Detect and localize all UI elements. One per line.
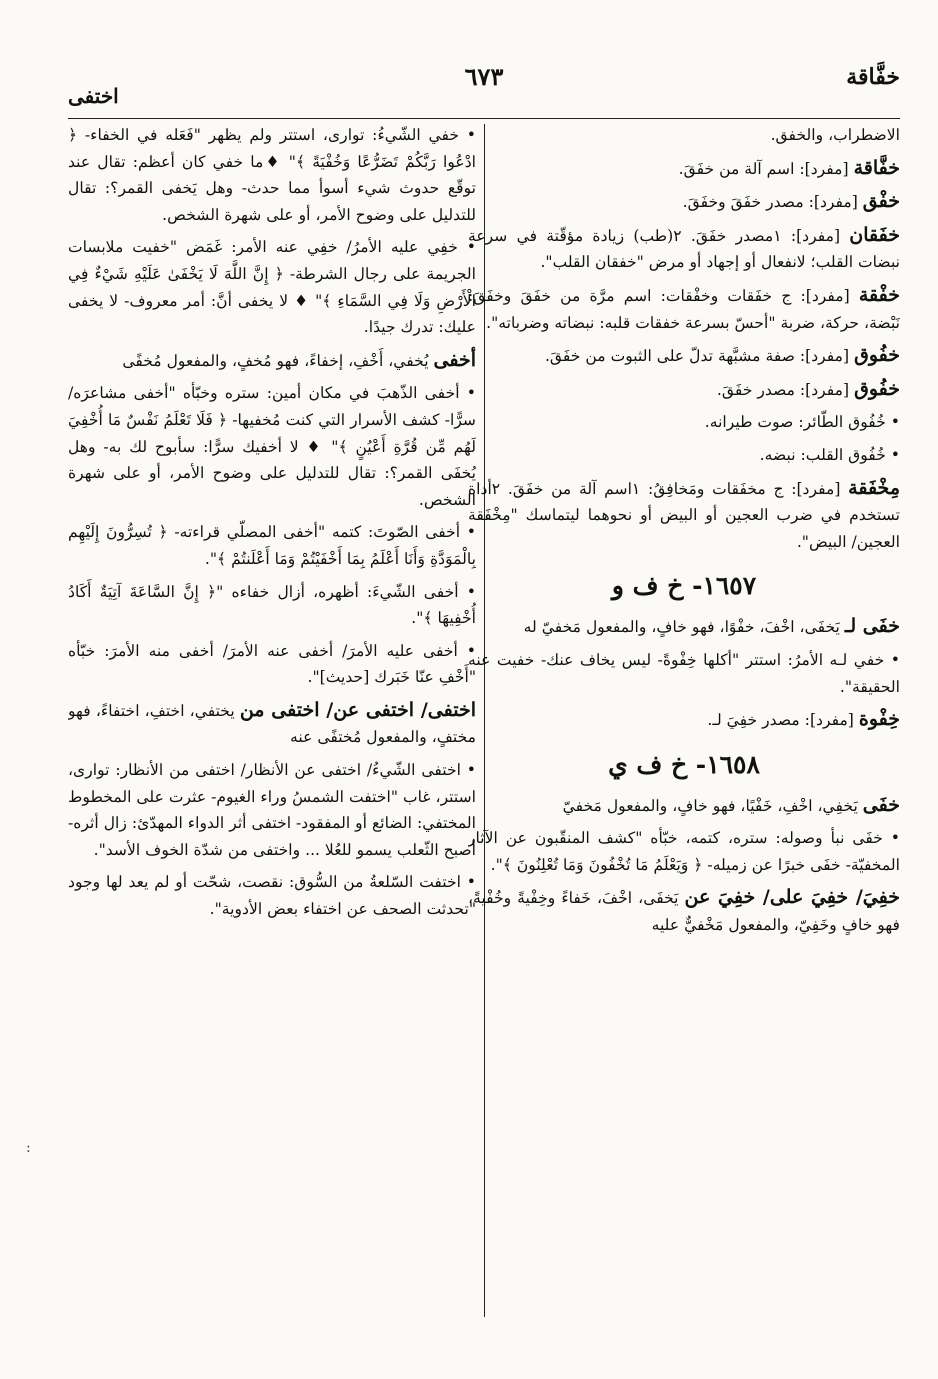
entry-sense: • أخفى عليه الأمرَ/ أخفى عنه الأمرَ/ أخفى منه الأمرَ: خبّأه "أَخْفِ عنّا خَبَرك [حديث]". bbox=[68, 641, 476, 687]
entry-sense: • أخفى الذّهبَ في مكان أمين: ستره وخبّأه "أخفى مشاعرَه/ سرًّا- كشف الأسرار التي كنت مُخفيها- ﴿ فَلَا تَعْلَمُ نَفْسٌ مَا أُخْفِيَ لَهُم مِّن قُرَّةِ أَعْيُنٍ ﴾" ♦ لا أخفيك سرًّا: سأبوح لك به- وهل يُخفَى القمر؟: تقال للتدليل على وضوح الأمر، أو على شهرة الشخص. bbox=[68, 384, 476, 509]
dictionary-entry bbox=[468, 282, 900, 336]
entry-sense: الاضطراب، والخفق. bbox=[770, 126, 900, 144]
entry-definition: [مفرد]: مصدر خفَقَ وخفَقَ. bbox=[682, 193, 863, 212]
dictionary-entry bbox=[468, 706, 900, 734]
entry-headword: خفَقان bbox=[849, 223, 900, 246]
entry-sense: • خفي لـه الأمرُ: استتر "أكلها خِفْوةً- ليس يخاف عنك- خفيت عنه الحقيقة". bbox=[468, 650, 900, 696]
entry-headword: خِفْوة bbox=[858, 708, 900, 731]
entry-definition: يَخفَى، اخْفَ، خَفاءً وخِفْيةً وخُفْيةً، فهو خافٍ وخَفِيّ، والمفعول مَخْفيٌّ عليه bbox=[468, 889, 900, 935]
dictionary-entry bbox=[468, 376, 900, 404]
entry-sense: • أخفى الصّوتَ: كتمه "أخفى المصلّي قراءته- ﴿ تُسِرُّونَ إِلَيْهِم بِالْمَوَدَّةِ وَأَنَا أَعْلَمُ بِمَا أَخْفَيْتُمْ وَمَا أَعْلَنتُمْ ﴾". bbox=[68, 523, 476, 568]
dictionary-entry bbox=[68, 697, 476, 751]
dictionary-entry bbox=[468, 155, 900, 183]
entry-definition: يَخفَى، اخْفَ، خفْوًا، فهو خافٍ، والمفعول مَخفيّ له bbox=[523, 618, 845, 637]
entry-definition: يختفي، اختفِ، اختفاءً، فهو مختفٍ، والمفعول مُختفًى عنه bbox=[68, 701, 476, 747]
dictionary-entry bbox=[468, 342, 900, 370]
entry-definition: يُخفي، أَخْفِ، إخفاءً، فهو مُخفٍ، والمفعول مُخفًى bbox=[122, 351, 434, 370]
entry-definition: [مفرد]: اسم آلة من خفَقَ. bbox=[678, 159, 854, 178]
entry-definition: يَخفِي، اخْفِ، خَفْيًا، فهو خافٍ، والمفعول مَخفيّ bbox=[562, 796, 863, 815]
entry-sense: • أخفى الشّيءَ: أظهره، أزال خفاءه "﴿ إِنَّ السَّاعَةَ آتِيَةٌ أَكَادُ أُخْفِيهَا ﴾". bbox=[68, 582, 476, 628]
entry-headword: خفْق bbox=[862, 190, 900, 213]
entry-sense: • اختفت السّلعةُ من السُّوق: نقصت، شحّت أو لم يعد لها وجود "تحدثت الصحف عن اختفاء بعض الأدوية". bbox=[68, 873, 476, 919]
dictionary-entry bbox=[468, 613, 900, 641]
entry-headword: خفْقة bbox=[858, 283, 900, 306]
entry-headword: مِخْفَقة bbox=[848, 476, 900, 499]
entry-sense: • خُفُوق القلب: نبضه. bbox=[759, 445, 900, 464]
entry-sense: • خفِي عليه الأمرُ/ خفِي عنه الأمر: غَمَض "خفيت ملابسات الجريمة على رجال الشرطة- ﴿ إِنَّ اللَّهَ لَا يَخْفَىٰ عَلَيْهِ شَيْءٌ فِي الْأَرْضِ وَلَا فِي السَّمَاءِ ﴾" ♦ لا يخفى أنَّ: أمر معروف- لا يخفى عليك: تدرك جيدًا. bbox=[68, 238, 476, 337]
entry-definition: [مفرد]: ١مصدر خفَقَ. ٢(طب) زيادة مؤقّتة في سرعة نبضات القلب؛ لانفعال أو إجهاد أو مرض "خفقان القلب". bbox=[468, 226, 900, 272]
dictionary-entry bbox=[468, 884, 900, 938]
dictionary-entry bbox=[468, 792, 900, 820]
margin-mark: : bbox=[26, 1140, 31, 1156]
header-right-word: خفَّاقة bbox=[846, 64, 900, 90]
entry-headword: أخفى bbox=[433, 348, 476, 371]
entry-sense: • خفَى نبأ وصوله: ستره، كتمه، خبّأه "كشف المنقّبون عن الآثار المخفيّة- خفَى خبرًا عن زميله- ﴿ وَيَعْلَمُ مَا تُخْفُونَ وَمَا تُعْلِنُونَ ﴾". bbox=[468, 829, 900, 874]
entry-headword: خفُوق bbox=[854, 344, 900, 367]
dictionary-entry bbox=[468, 222, 900, 276]
dictionary-entry bbox=[468, 475, 900, 556]
left-column bbox=[68, 122, 476, 1313]
entry-sense: • خُفُوق الطّائر: صوت طيرانه. bbox=[704, 413, 900, 432]
header-left-word: اختفى bbox=[68, 84, 119, 108]
root-heading: ١٦٥٧- خ ف و bbox=[611, 571, 757, 601]
entry-headword: خفَّاقة bbox=[853, 156, 900, 179]
right-column bbox=[468, 122, 900, 1313]
page-header bbox=[68, 58, 900, 106]
entry-definition: [مفرد]: ج مخفَقات ومَخافِقُ: ١اسم آلة من خفَقَ. ٢أداة تستخدم في ضرب العجين أو البيض أو نحوهما ليتماسك "مِخْفَقة العجين/ البيض". bbox=[468, 479, 900, 551]
root-heading: ١٦٥٨- خ ف ي bbox=[608, 749, 760, 779]
entry-definition: [مفرد]: ج خفَقات وخفْقات: اسم مرَّة من خفَقَ وخفَقَ: نَبْضة، حركة، ضربة "أحسّ بسرعة خفقات قلبه: نبضاته وضرباته". bbox=[468, 286, 900, 332]
dictionary-entry bbox=[468, 188, 900, 216]
entry-headword: خفَى لـ bbox=[844, 615, 900, 638]
entry-sense: • خفي الشّيءُ: توارى، استتر ولم يظهر "فَعَله في الخفاء- ﴿ ادْعُوا رَبَّكُمْ تَضَرُّعًا وَخُفْيَةً ﴾" ♦ما خفي كان أعظم: تقال عند توقّع حدوث شيء أسوأ مما حدث- وهل يَخفى القمر؟: تقال للتدليل على وضوح الأمر، أو على شهرة الشخص. bbox=[68, 126, 476, 224]
dictionary-entry bbox=[68, 347, 476, 375]
entry-headword: خفُوق bbox=[854, 377, 900, 400]
entry-definition: [مفرد]: مصدر خفِيَ لـ. bbox=[707, 711, 859, 730]
entry-definition: [مفرد]: صفة مشبَّهة تدلّ على الثبوت من خفَقَ. bbox=[544, 347, 855, 366]
page-number: ٦٧٣ bbox=[464, 62, 504, 91]
entry-headword: خفَى bbox=[862, 793, 900, 816]
entry-headword: خفِيَ/ خفِيَ على/ خفِيَ عن bbox=[684, 886, 900, 909]
entry-headword: اختفى/ اختفى عن/ اختفى من bbox=[239, 698, 476, 721]
header-rule bbox=[68, 118, 900, 119]
entry-sense: • اختفى الشّيءُ/ اختفى عن الأنظار/ اختفى من الأنظار: توارى، استتر، غاب "اختفت الشمسُ وراء الغيوم- عثرت على المخطوط المختفي: الضائع أو المفقود- اختفى أثر الدواء المهدّئ: زال أثره- أصبح الثّعلب يسمو للعُلا ... واختفى من شدّة الخوف الأسد". bbox=[68, 761, 476, 859]
entry-definition: [مفرد]: مصدر خفَقَ. bbox=[716, 380, 855, 399]
